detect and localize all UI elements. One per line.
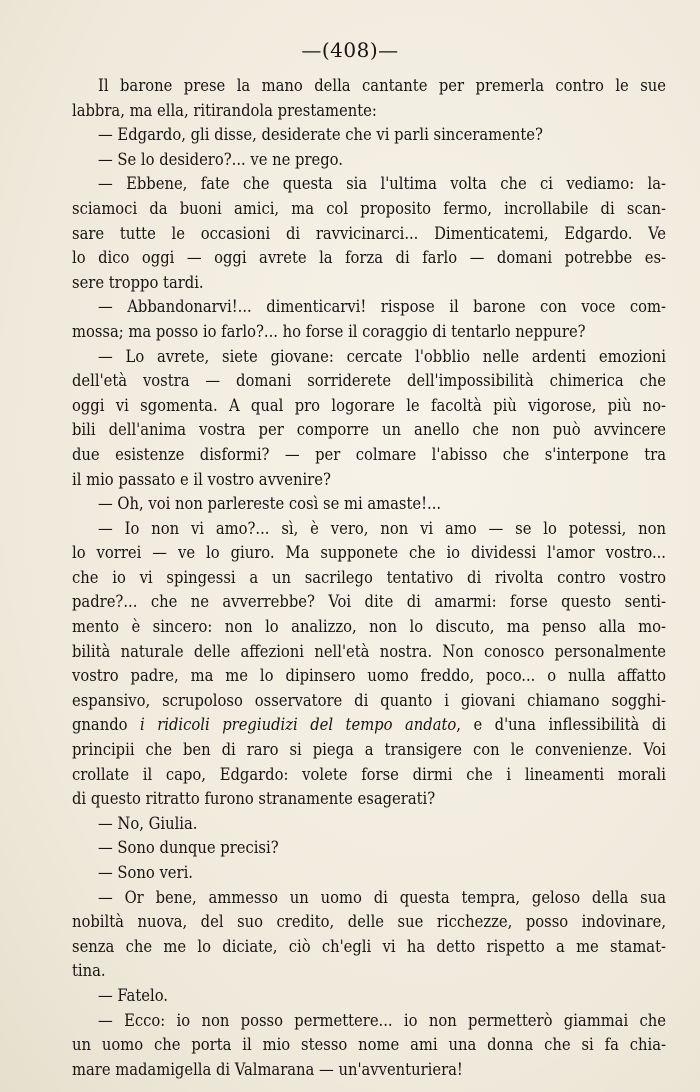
text-line: lo dico oggi — oggi avrete la forza di farlo — domani potrebbe es- <box>72 248 666 268</box>
text-line: tina. <box>72 961 106 981</box>
text-line: — Ebbene, fate che questa sia l'ultima volta che ci vediamo: la- <box>98 174 666 194</box>
text-line: bili dell'anima vostra per comporre un anello che non può avvincere <box>72 420 666 440</box>
text-line: lo vorrei — ve lo giuro. Ma supponete che io dividessi l'amor vostro... <box>72 543 666 563</box>
text-line: un uomo che porta il mio stesso nome ami una donna che si fa chia- <box>72 1035 666 1055</box>
text-line: — Edgardo, gli disse, desiderate che vi parli sinceramente? <box>98 125 543 145</box>
text-line: espansivo, scrupoloso osservatore di quanto i giovani chiamano sogghi- <box>72 690 666 710</box>
text-line-segment: gnando <box>72 715 141 735</box>
text-line: mare madamigella di Valmarana — un'avventuriera! <box>72 1059 463 1079</box>
text-line: di questo ritratto furono stranamente esagerati? <box>72 789 436 809</box>
italic-phrase: i ridicoli pregiudizi del tempo andato <box>140 715 457 735</box>
text-line: due esistenze disformi? — per colmare l'abisso che s'interpone tra <box>72 444 666 464</box>
text-line: — Io non vi amo?... sì, è vero, non vi amo — se lo potessi, non <box>98 518 666 538</box>
text-line: principii che ben di raro si piega a transigere con le convenienze. Voi <box>72 740 666 760</box>
text-line: — Oh, voi non parlereste così se mi amaste!... <box>98 494 442 514</box>
text-line-segment: , e d'una inflessibilità di <box>456 715 666 735</box>
page-number: —(408)— <box>301 38 399 62</box>
text-line: sciamoci da buoni amici, ma col proposito fermo, incrollabile di scan- <box>72 198 666 218</box>
text-line: mento è sincero: non lo analizzo, non lo discuto, ma penso alla mo- <box>72 617 666 637</box>
text-line: nobiltà nuova, del suo credito, delle sue ricchezze, posso indovinare, <box>72 912 666 932</box>
text-line: crollate il capo, Edgardo: volete forse dirmi che i lineamenti morali <box>72 764 666 784</box>
text-line: labbra, ma ella, ritirandola prestamente: <box>72 100 377 120</box>
text-line: — Abbandonarvi!... dimenticarvi! rispose il barone con voce com- <box>98 297 666 317</box>
text-line: — Or bene, ammesso un uomo di questa tempra, geloso della sua <box>98 887 666 907</box>
text-line: — Se lo desidero?... ve ne prego. <box>98 149 343 169</box>
text-line: — Ecco: io non posso permettere... io non permetterò giammai che <box>98 1010 666 1030</box>
text-line: sare tutte le occasioni di ravvicinarci... Dimenticatemi, Edgardo. Ve <box>72 223 666 243</box>
text-line: — Fatelo. <box>98 985 168 1005</box>
text-line: — Lo avrete, siete giovane: cercate l'obblio nelle ardenti emozioni <box>98 346 666 366</box>
text-line: che io vi spingessi a un sacrilego tentativo di rivolta contro vostro <box>72 567 666 587</box>
text-line: mossa; ma posso io farlo?... ho forse il coraggio di tentarlo neppure? <box>72 321 586 341</box>
text-line: — Sono dunque precisi? <box>98 838 279 858</box>
text-line <box>72 713 666 738</box>
text-line: vostro padre, ma me lo dipinsero uomo freddo, poco... o nulla affatto <box>72 666 666 686</box>
text-line: — Sono veri. <box>98 863 193 882</box>
text-line: dell'età vostra — domani sorriderete dell'impossibilità chimerica che <box>72 371 666 391</box>
text-line: senza che me lo diciate, ciò ch'egli vi ha detto rispetto a me stamat- <box>72 936 666 956</box>
text-line: Il barone prese la mano della cantante per premerla contro le sue <box>98 76 666 95</box>
body-text <box>72 74 666 1082</box>
text-line: il mio passato e il vostro avvenire? <box>72 469 331 489</box>
text-line: — No, Giulia. <box>98 813 198 833</box>
text-line: oggi vi sgomenta. A qual pro logorare le facoltà più vigorose, più no- <box>72 395 666 415</box>
text-line: bilità naturale delle affezioni nell'età nostra. Non conosco personalmente <box>72 641 666 661</box>
text-line: sere troppo tardi. <box>72 272 204 292</box>
text-line: padre?... che ne avverrebbe? Voi dite di amarmi: forse questo senti- <box>72 592 666 612</box>
